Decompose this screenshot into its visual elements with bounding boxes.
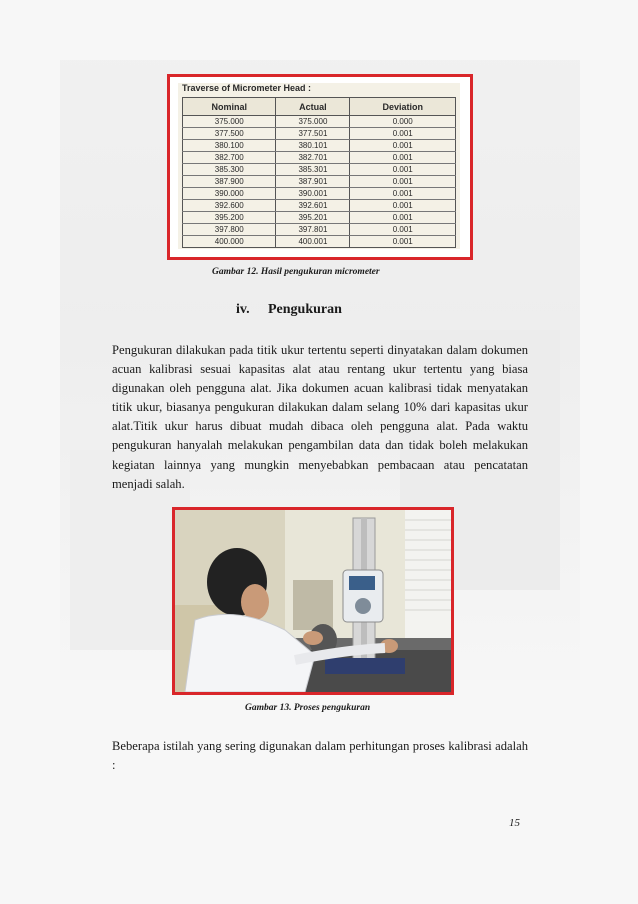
table-row [183, 188, 456, 200]
cell-actual: 395.201 [276, 212, 350, 224]
section-heading [236, 302, 342, 318]
cell-nominal: 390.000 [183, 188, 276, 200]
cell-actual: 385.301 [276, 164, 350, 176]
table-row [183, 116, 456, 128]
table-row [183, 224, 456, 236]
table-row [183, 164, 456, 176]
table-row [183, 200, 456, 212]
table-photo [178, 83, 460, 249]
cell-actual: 392.601 [276, 200, 350, 212]
cell-nominal: 387.900 [183, 176, 276, 188]
cell-deviation: 0.001 [350, 152, 456, 164]
figure-13-caption: Gambar 13. Proses pengukuran [245, 703, 371, 713]
cell-deviation: 0.001 [350, 128, 456, 140]
page-number: 15 [509, 817, 520, 829]
cell-nominal: 400.000 [183, 236, 276, 248]
paragraph-istilah: Beberapa istilah yang sering digunakan dalam perhitungan proses kalibrasi adalah : [112, 739, 528, 773]
figure-12-micrometer-table [167, 74, 473, 260]
cell-deviation: 0.001 [350, 200, 456, 212]
measurement-photo-illustration [175, 510, 451, 692]
cell-actual: 382.701 [276, 152, 350, 164]
table-row [183, 236, 456, 248]
section-title: Pengukuran [268, 302, 342, 317]
table-title: Traverse of Micrometer Head : [182, 83, 312, 93]
cell-nominal: 397.800 [183, 224, 276, 236]
table-header-row [183, 98, 456, 116]
section-number: iv. [236, 302, 250, 317]
column-header-nominal: Nominal [183, 98, 276, 116]
cell-actual: 397.801 [276, 224, 350, 236]
table-row [183, 152, 456, 164]
cell-deviation: 0.001 [350, 236, 456, 248]
cell-deviation: 0.001 [350, 224, 456, 236]
cell-actual: 375.000 [276, 116, 350, 128]
table-row [183, 212, 456, 224]
cell-deviation: 0.001 [350, 140, 456, 152]
cell-actual: 377.501 [276, 128, 350, 140]
column-header-actual: Actual [276, 98, 350, 116]
table-row [183, 128, 456, 140]
figure-13-photo [172, 507, 454, 695]
cell-nominal: 385.300 [183, 164, 276, 176]
cell-actual: 387.901 [276, 176, 350, 188]
cell-nominal: 395.200 [183, 212, 276, 224]
cell-deviation: 0.001 [350, 188, 456, 200]
cell-deviation: 0.001 [350, 164, 456, 176]
cell-actual: 390.001 [276, 188, 350, 200]
cell-nominal: 380.100 [183, 140, 276, 152]
cell-nominal: 377.500 [183, 128, 276, 140]
cell-actual: 400.001 [276, 236, 350, 248]
cell-deviation: 0.000 [350, 116, 456, 128]
table-row [183, 140, 456, 152]
figure-12-caption: Gambar 12. Hasil pengukuran micrometer [212, 267, 380, 277]
micrometer-table [182, 97, 456, 248]
paragraph-pengukuran: Pengukuran dilakukan pada titik ukur tertentu seperti dinyatakan dalam dokumen acuan kalibrasi sesuai kapasitas alat atau rentang ukur tertentu yang biasa digunakan oleh pengguna alat. Jika dokumen acuan kalibrasi tidak menyatakan titik ukur, biasanya pengukuran dilakukan dalam selang 10% dari kapasitas ukur alat.Titik ukur harus dibuat mudah dibaca oleh pengguna alat. Pada waktu pengukuran hanyalah melakukan pengambilan data dan tidak boleh melakukan kegiatan lainnya yang mungkin menyebabkan pembacaan atau pencatatan menjadi salah. [112, 343, 528, 491]
cell-nominal: 382.700 [183, 152, 276, 164]
cell-actual: 380.101 [276, 140, 350, 152]
column-header-deviation: Deviation [350, 98, 456, 116]
cell-deviation: 0.001 [350, 176, 456, 188]
cell-deviation: 0.001 [350, 212, 456, 224]
table-row [183, 176, 456, 188]
cell-nominal: 375.000 [183, 116, 276, 128]
cell-nominal: 392.600 [183, 200, 276, 212]
